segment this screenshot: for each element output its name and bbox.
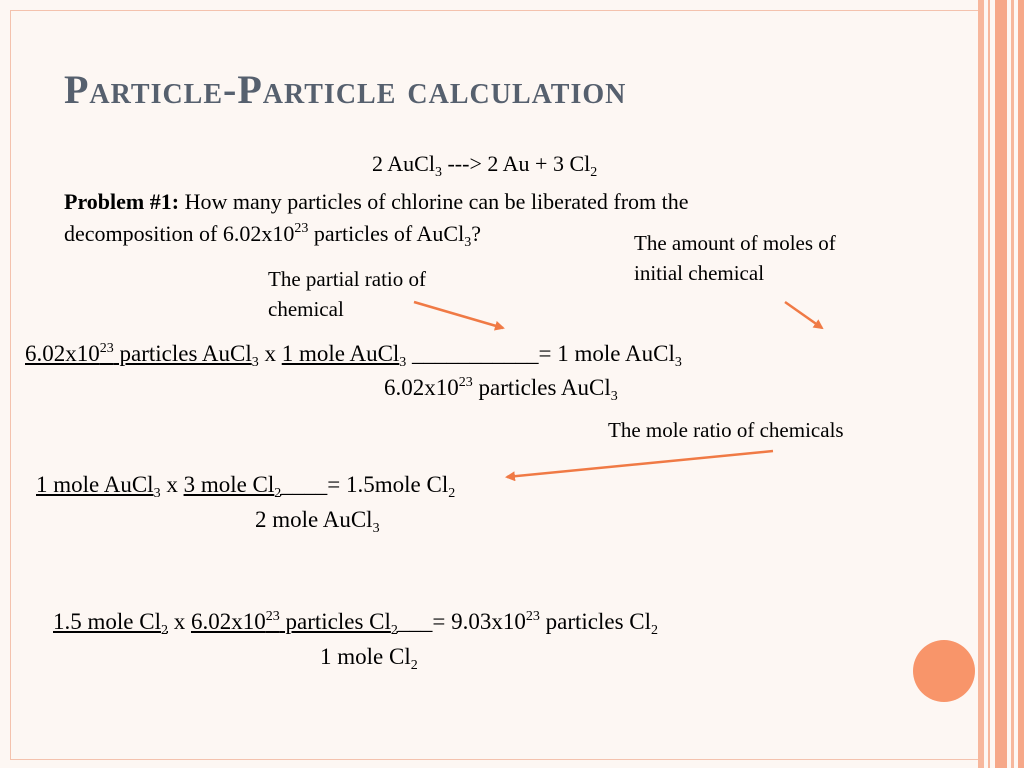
step1-denominator: $6.02x10^{23}$ particles AuCl$_3$ — [384, 375, 618, 404]
problem-label: Problem #1: — [64, 189, 180, 214]
slide-title: Particle-Particle calculation — [64, 67, 627, 112]
step2-numerator: 1 mole AuCl$_3$ x 3 mole $Cl_2\_\_\_\_=$ 1.5mole $Cl_2$ — [36, 472, 456, 501]
problem-line-1: Problem #1: How many particles of chlorine can be liberated from the — [64, 189, 689, 214]
step3-denominator: 1 mole $Cl_2$ — [320, 644, 418, 673]
problem-line-2: decomposition of $6.02x10^{23}$ particles of AuCl$_3$? — [64, 221, 481, 250]
step3-numerator: 1.5 mole $Cl_2$ x $6.02x10^{23}$ particles $Cl_2\_\_\_= 9.03x10^{23}$ particles $Cl_2$ — [53, 609, 658, 638]
decorative-stripes — [978, 0, 1024, 768]
annotation-mole-ratio: The mole ratio of chemicals — [608, 418, 844, 442]
step1-numerator: $6.02x10^{23}$ particles AuCl$_3$ x 1 mole AuCl$_3$ ___________= 1 mole AuCl$_3$ — [25, 341, 682, 370]
step3-result: = $9.03x10^{23}$ particles $Cl_2$ — [432, 609, 658, 638]
step2-result: = 1.5mole Cl — [327, 472, 449, 497]
annotation-partial-ratio: The partial ratio of chemical — [268, 267, 427, 321]
step1-result: = 1 mole AuCl — [538, 341, 675, 366]
step2-denominator: 2 mole AuCl$_3$ — [255, 507, 380, 536]
decorative-circle — [913, 640, 975, 702]
reaction-equation: 2 AuCl$_3$ ---> 2 Au + 3 $Cl_2$ — [372, 151, 598, 180]
annotation-amount-moles: The amount of moles of initial chemical — [634, 231, 836, 285]
